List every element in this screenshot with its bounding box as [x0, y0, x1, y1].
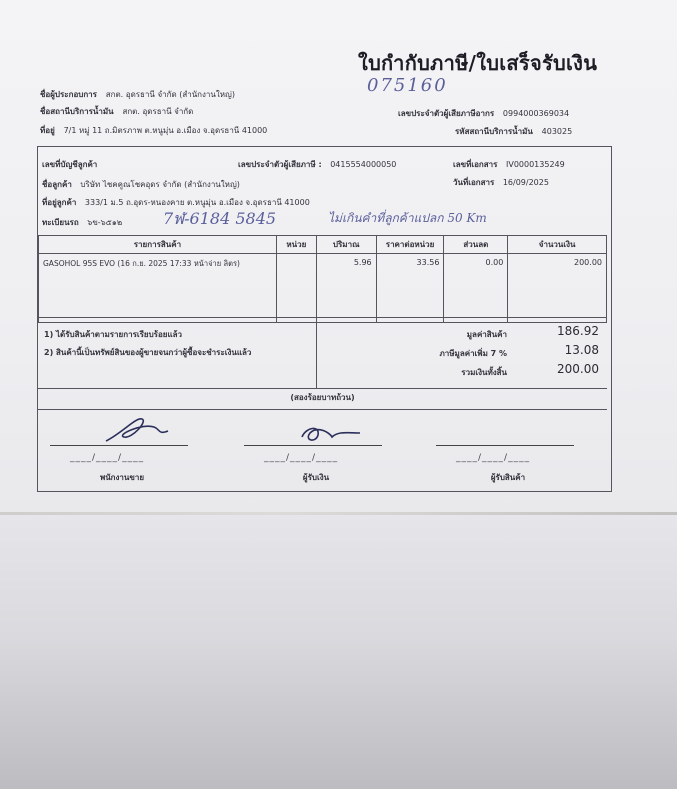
item-price: 33.56	[376, 254, 444, 323]
operator-label: ชื่อผู้ประกอบการ	[40, 90, 97, 99]
handwritten-plate: 7ฬ-6184 5845	[163, 209, 277, 228]
taxid-value: 0994000369034	[502, 109, 570, 118]
staff-signature-line	[50, 445, 188, 446]
staff-signature-scribble	[102, 413, 172, 447]
signature-cashier	[236, 409, 426, 491]
items-table	[38, 235, 607, 323]
item-amount: 200.00	[508, 254, 607, 323]
operator-row	[40, 88, 235, 101]
items-header-row	[39, 236, 607, 254]
address-label: ที่อยู่	[40, 126, 55, 135]
invoice-box	[37, 146, 612, 492]
customer-name-label: ชื่อลูกค้า	[42, 180, 72, 189]
summary-divider	[316, 318, 317, 388]
handwritten-note: ไม่เกินคำที่ลูกค้าแปลก 50 Km	[328, 211, 487, 225]
station-value: สกต. อุดรธานี จำกัด	[122, 107, 194, 116]
receiver-date: ____/____/____	[456, 453, 531, 463]
customer-taxid-row	[238, 158, 396, 171]
address-row	[40, 124, 267, 137]
col-qty: ปริมาณ	[316, 236, 376, 254]
total-label: รวมเงินทั้งสิ้น	[461, 368, 507, 377]
staff-date: ____/____/____	[70, 453, 145, 463]
handwritten-number: 075160	[367, 75, 448, 96]
taxid-label: เลขประจำตัวผู้เสียภาษีอากร	[398, 109, 495, 118]
vat-value: 13.08	[564, 343, 599, 357]
plate-row	[42, 216, 122, 229]
plate-label: ทะเบียนรถ	[42, 218, 79, 227]
col-amount: จำนวนเงิน	[508, 236, 607, 254]
operator-value: สกต. อุดรธานี จำกัด (สำนักงานใหญ่)	[105, 90, 235, 99]
amount-in-words: (สองร้อยบาทถ้วน)	[38, 387, 607, 410]
table-row	[39, 254, 607, 323]
note-received: 1) ได้รับสินค้าตามรายการเรียบร้อยแล้ว	[44, 330, 183, 339]
signature-receiver	[428, 409, 618, 491]
col-price: ราคาต่อหน่วย	[376, 236, 444, 254]
doc-no-row	[453, 158, 565, 171]
cashier-date: ____/____/____	[264, 453, 339, 463]
staff-label: พนักงานขาย	[99, 473, 145, 482]
subtotal-value: 186.92	[557, 324, 599, 338]
signature-staff	[42, 409, 232, 491]
customer-name-row	[42, 178, 240, 191]
station-code-row	[455, 125, 572, 138]
cashier-signature-line	[244, 445, 382, 446]
document-title: ใบกำกับภาษี/ใบเสร็จรับเงิน	[358, 51, 598, 75]
plate-value: ๖ข-๖๕๑๒	[87, 218, 123, 227]
station-code-label: รหัสสถานีบริการน้ำมัน	[455, 127, 533, 136]
item-name: GASOHOL 95S EVO (16 ก.ย. 2025 17:33 หน้าจ่าย ลิตร)	[39, 254, 277, 323]
address-value: 7/1 หมู่ 11 ถ.มิตรภาพ ต.หนูมุ่น อ.เมือง จ.อุดรธานี 41000	[63, 126, 268, 135]
paper-lower-blank	[0, 515, 677, 789]
summary-section	[38, 317, 607, 389]
account-row	[42, 158, 103, 171]
item-unit	[276, 254, 316, 323]
customer-address-label: ที่อยู่ลูกค้า	[42, 198, 77, 207]
account-label: เลขที่บัญชีลูกค้า	[42, 160, 98, 169]
doc-date-label: วันที่เอกสาร	[453, 178, 495, 187]
station-row	[40, 105, 193, 118]
customer-address-value: 333/1 ม.5 ถ.อุดร-หนองคาย ต.หนูมุ่น อ.เมือง จ.อุดรธานี 41000	[84, 198, 310, 207]
item-discount: 0.00	[444, 254, 508, 323]
vat-label: ภาษีมูลค่าเพิ่ม 7 %	[439, 349, 507, 358]
cashier-signature-scribble	[296, 413, 366, 447]
subtotal-label: มูลค่าสินค้า	[466, 330, 507, 339]
station-label: ชื่อสถานีบริการน้ำมัน	[40, 107, 114, 116]
note-ownership: 2) สินค้านี้เป็นทรัพย์สินของผู้ขายจนกว่าผู้ซื้อจะชำระเงินแล้ว	[44, 348, 252, 357]
station-code-value: 403025	[541, 127, 573, 136]
doc-date-row	[453, 176, 549, 189]
col-unit: หน่วย	[276, 236, 316, 254]
customer-taxid-value: 0415554000050	[330, 160, 397, 169]
cashier-label: ผู้รับเงิน	[302, 473, 330, 482]
item-qty: 5.96	[316, 254, 376, 323]
receiver-signature-line	[436, 445, 574, 446]
col-item: รายการสินค้า	[39, 236, 277, 254]
doc-date-value: 16/09/2025	[502, 178, 549, 187]
doc-no-value: IV0000135249	[505, 160, 565, 169]
customer-taxid-label: เลขประจำตัวผู้เสียภาษี :	[238, 160, 322, 169]
receiver-label: ผู้รับสินค้า	[490, 473, 526, 482]
col-discount: ส่วนลด	[444, 236, 508, 254]
customer-name-value: บริษัท ไชคคูณโชคอุดร จำกัด (สำนักงานใหญ่)	[80, 180, 240, 189]
total-value: 200.00	[557, 362, 599, 376]
taxid-row	[398, 107, 569, 120]
doc-no-label: เลขที่เอกสาร	[453, 160, 498, 169]
